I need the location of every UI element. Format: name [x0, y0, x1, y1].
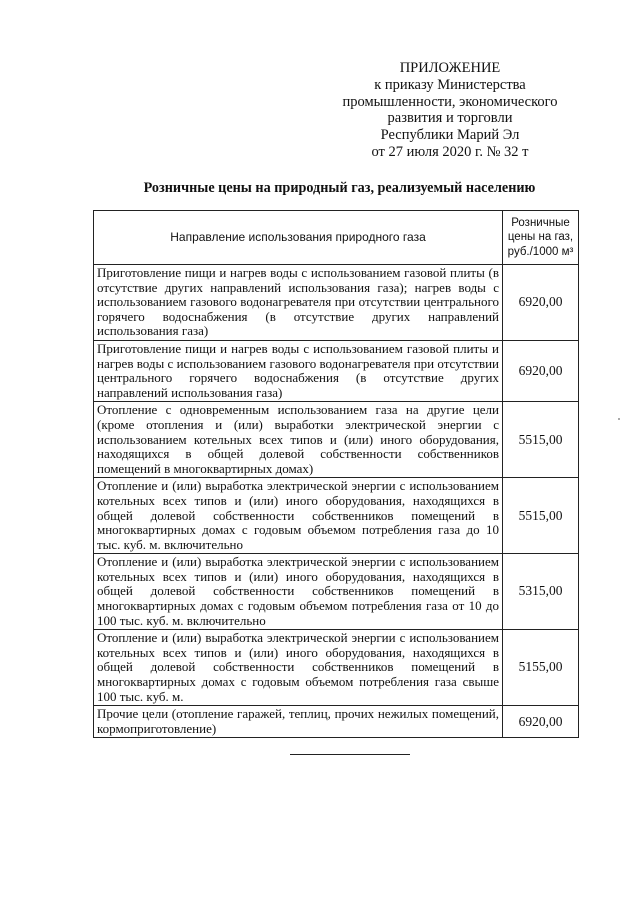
appendix-line: Республики Марий Эл [380, 127, 520, 144]
appendix-line: промышленности, экономического [342, 93, 558, 110]
appendix-line: развития и торговли [387, 110, 513, 127]
row-direction: Отопление с одновременным использованием газа на другие цели (кроме отопления и (или) выработки электрической энергии с использованием котельных всех типов и (или) иного оборудования, находящихся в общей долевой собственности собственников помещений в многоквартирных домах) [94, 402, 503, 478]
row-price: 6920,00 [503, 340, 579, 401]
row-price: 5315,00 [503, 554, 579, 630]
row-price: 6920,00 [503, 706, 579, 738]
document-title: Розничные цены на природный газ, реализуемый населению [143, 180, 536, 196]
table-header-row [94, 211, 579, 265]
row-price: 6920,00 [503, 265, 579, 341]
scan-speck [618, 418, 620, 420]
row-direction: Отопление и (или) выработка электрической энергии с использованием котельных всех типов и (или) иного оборудования, находящихся в общей долевой собственности собственников помещений в многоквартирных домах с годовым объемом потребления газа до 10 тыс. куб. м. включительно [94, 478, 503, 554]
header-price: Розничные цены на газ, руб./1000 м³ [503, 211, 579, 265]
price-table [93, 210, 579, 738]
appendix-block [320, 60, 580, 161]
appendix-date-line: от 27 июля 2020 г. № 32 т [371, 143, 529, 160]
row-price: 5155,00 [503, 630, 579, 706]
table-row [94, 402, 579, 478]
row-direction: Приготовление пищи и нагрев воды с использованием газовой плиты и нагрев воды с использованием газового водонагревателя при отсутствии центрального горячего водоснабжения (в отсутствие других направлений использования газа) [94, 340, 503, 401]
table-row [94, 478, 579, 554]
closing-line-divider [290, 754, 410, 755]
header-direction: Направление использования природного газа [94, 211, 503, 265]
row-direction: Приготовление пищи и нагрев воды с использованием газовой плиты (в отсутствие других направлений использования газа); нагрев воды с использованием газового водонагревателя при отсутствии центрального горячего водоснабжения (в отсутствие других направлений использования газа) [94, 265, 503, 341]
appendix-line: к приказу Министерства [374, 76, 526, 93]
row-direction: Отопление и (или) выработка электрической энергии с использованием котельных всех типов и (или) иного оборудования, находящихся в общей долевой собственности собственников помещений в многоквартирных домах с годовым объемом потребления газа свыше 100 тыс. куб. м. [94, 630, 503, 706]
table-row [94, 340, 579, 401]
table-row [94, 630, 579, 706]
row-price: 5515,00 [503, 478, 579, 554]
row-direction: Отопление и (или) выработка электрической энергии с использованием котельных всех типов и (или) иного оборудования, находящихся в общей долевой собственности собственников помещений в многоквартирных домах с годовым объемом потребления газа от 10 до 100 тыс. куб. м. включительно [94, 554, 503, 630]
table-row [94, 706, 579, 738]
table-row [94, 554, 579, 630]
row-price: 5515,00 [503, 402, 579, 478]
table-row [94, 265, 579, 341]
appendix-heading: ПРИЛОЖЕНИЕ [399, 60, 501, 76]
row-direction: Прочие цели (отопление гаражей, теплиц, прочих нежилых помещений, кормоприготовление) [94, 706, 503, 738]
